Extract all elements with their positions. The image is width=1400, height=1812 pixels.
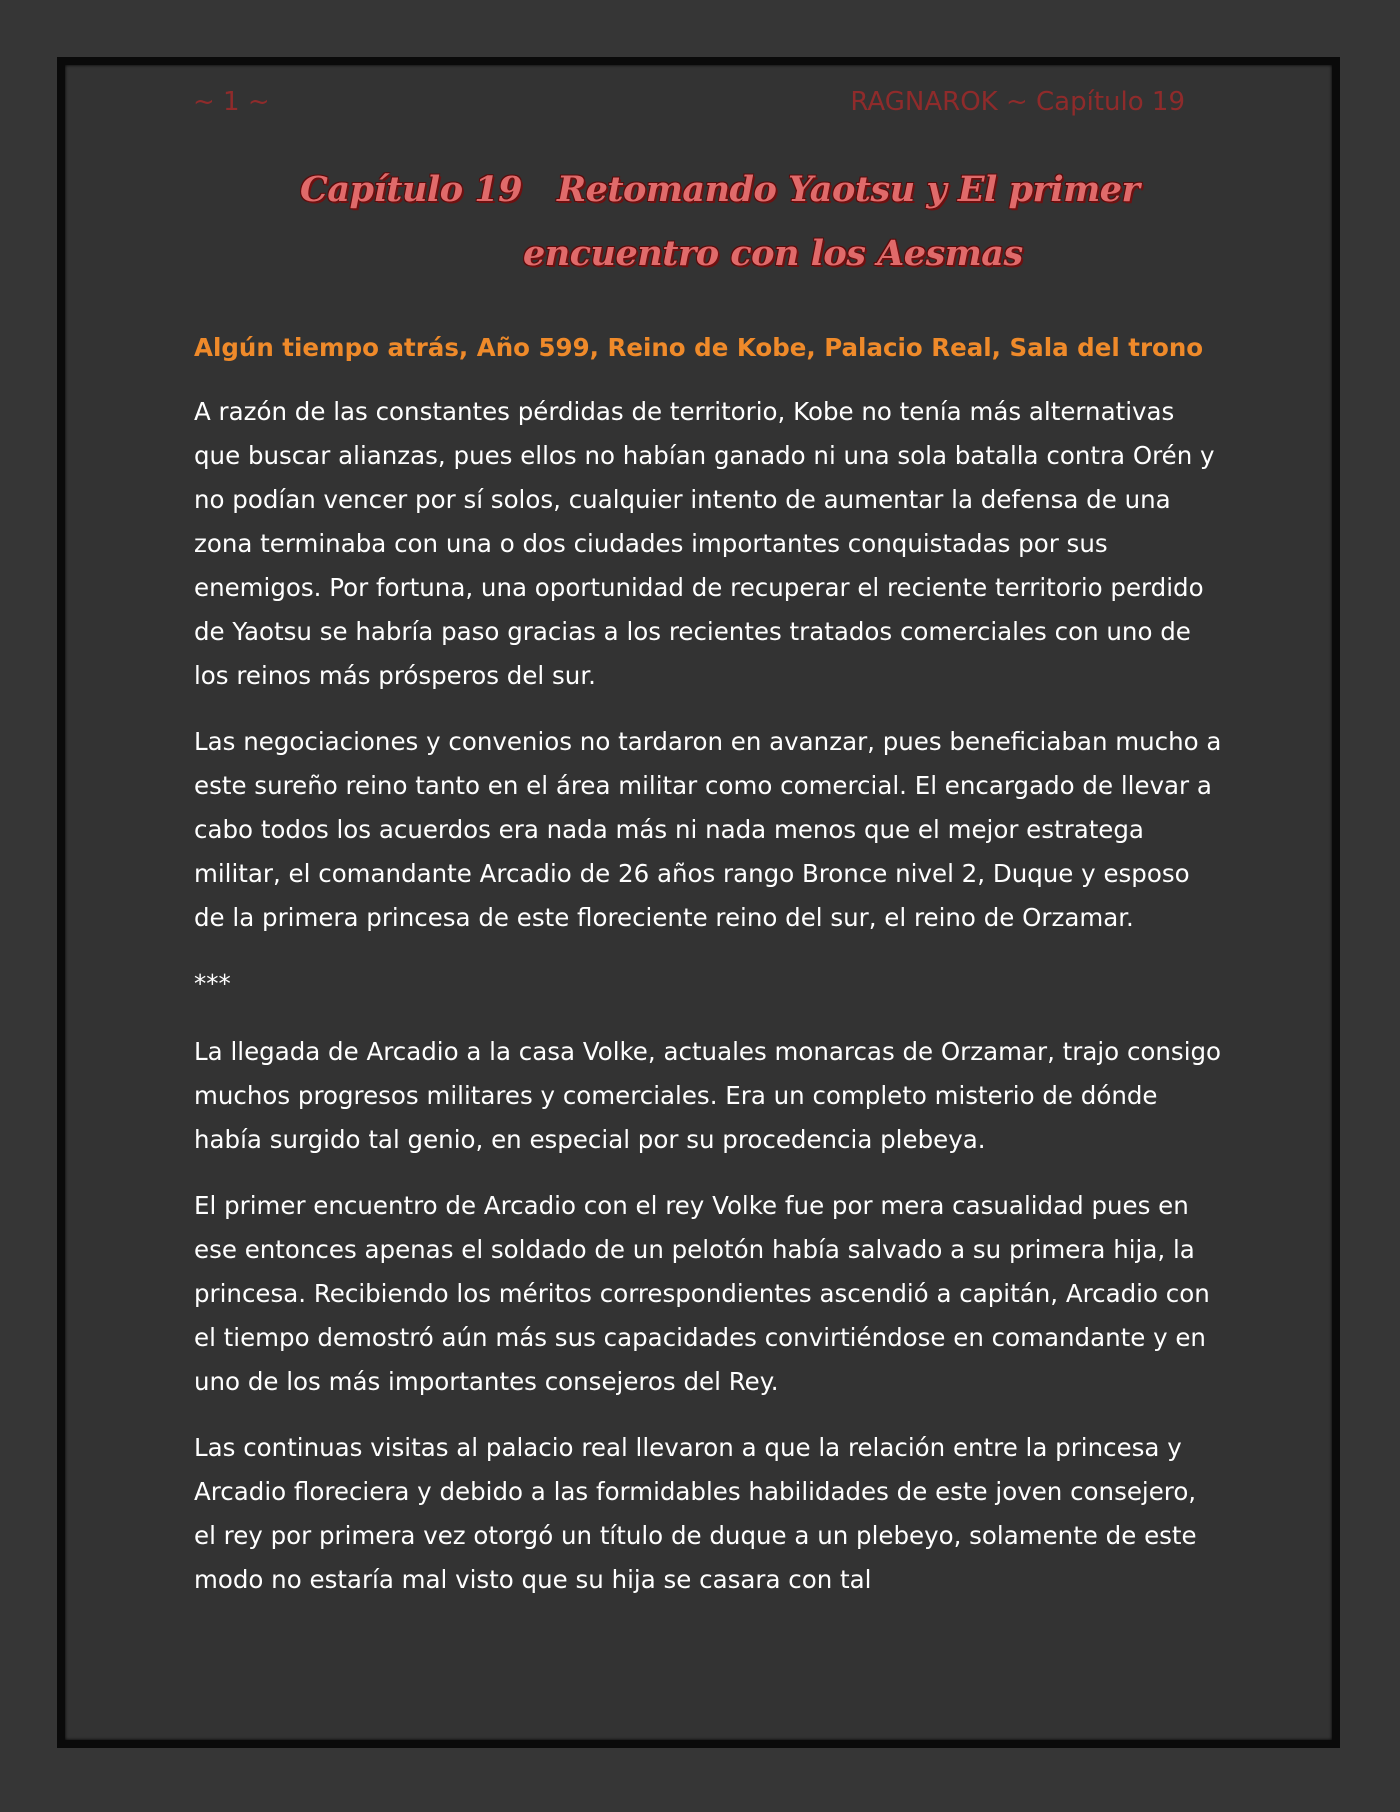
paragraph: La llegada de Arcadio a la casa Volke, actuales monarcas de Orzamar, trajo consigo muchos progresos militares y comerciales. Era un completo misterio de dónde había surgido tal genio, en especial por su procedencia plebeya. xyxy=(194,1037,1222,1154)
chapter-title xyxy=(250,158,1150,286)
running-title: RAGNAROK ~ Capítulo 19 xyxy=(850,87,1185,117)
paragraph: Las negociaciones y convenios no tardaron en avanzar, pues beneficiaban mucho a este sureño reino tanto en el área militar como comercial. El encargado de llevar a cabo todos los acuerdos era nada más ni nada menos que el mejor estratega militar, el comandante Arcadio de 26 años rango Bronce nivel 2, Duque y esposo de la primera princesa de este floreciente reino del sur, el reino de Orzamar. xyxy=(194,727,1222,932)
chapter-title-line-2: encuentro con los Aesmas xyxy=(523,233,1023,274)
paragraph: El primer encuentro de Arcadio con el rey Volke fue por mera casualidad pues en ese entonces apenas el soldado de un pelotón había salvado a su primera hija, la princesa. Recibiendo los méritos correspondientes ascendió a capitán, Arcadio con el tiempo demostró aún más sus capacidades convirtiéndose en comandante y en uno de los más importantes consejeros del Rey. xyxy=(194,1191,1210,1396)
scene-separator: *** xyxy=(194,969,231,998)
page-number: ~ 1 ~ xyxy=(193,87,270,117)
scene-heading: Algún tiempo atrás, Año 599, Reino de Kobe, Palacio Real, Sala del trono xyxy=(194,333,1204,362)
page-header xyxy=(193,82,1185,122)
chapter-title-line-1: Capítulo 19 Retomando Yaotsu y El primer xyxy=(300,169,1140,210)
paragraph: Las continuas visitas al palacio real llevaron a que la relación entre la princesa y Arcadio floreciera y debido a las formidables habilidades de este joven consejero, el rey por primera vez otorgó un título de duque a un plebeyo, solamente de este modo no estaría mal visto que su hija se casara con tal xyxy=(194,1433,1197,1594)
paragraph: A razón de las constantes pérdidas de territorio, Kobe no tenía más alternativas que buscar alianzas, pues ellos no habían ganado ni una sola batalla contra Orén y no podían vencer por sí solos, cualquier intento de aumentar la defensa de una zona terminaba con una o dos ciudades importantes conquistadas por sus enemigos. Por fortuna, una oportunidad de recuperar el reciente territorio perdido de Yaotsu se habría paso gracias a los recientes tratados comerciales con uno de los reinos más prósperos del sur. xyxy=(194,397,1215,690)
chapter-body xyxy=(194,326,1224,1624)
